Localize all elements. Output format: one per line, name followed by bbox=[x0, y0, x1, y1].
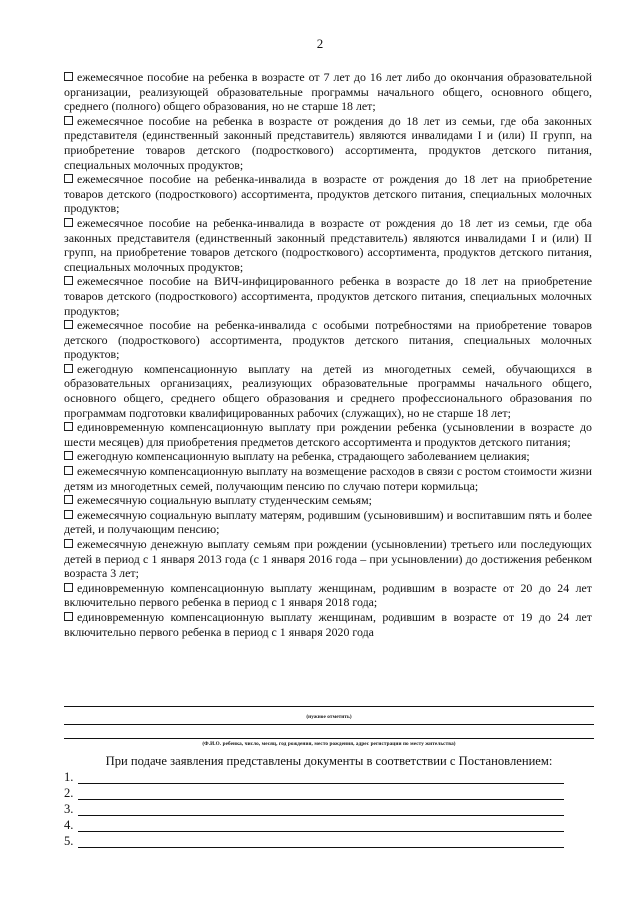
benefit-option-text: ежемесячное пособие на ребенка-инвалида с особыми потребностями на приобретение товаров детского (подросткового) ассортимента, продуктов детского питания, специальных молочных продуктов; bbox=[64, 318, 592, 362]
benefit-option bbox=[64, 610, 592, 639]
document-line-number: 2. bbox=[64, 786, 74, 800]
document-line-number: 3. bbox=[64, 802, 74, 816]
benefit-checkbox-list bbox=[64, 70, 592, 639]
document-line-5[interactable] bbox=[64, 834, 594, 849]
document-line-number: 5. bbox=[64, 834, 74, 848]
benefit-option-text: ежегодную компенсационную выплату на ребенка, страдающего заболеванием целиакия; bbox=[77, 449, 530, 464]
benefit-option bbox=[64, 464, 592, 493]
checkbox[interactable] bbox=[64, 116, 73, 125]
caption-needed: (нужное отметить) bbox=[306, 714, 352, 720]
checkbox[interactable] bbox=[64, 276, 73, 285]
benefit-option-text: ежемесячное пособие на ребенка-инвалида в возрасте от рождения до 18 лет на приобретение товаров детского (подросткового) ассортимента, продуктов детского питания, специальных молочных продуктов; bbox=[64, 172, 592, 216]
benefit-option-text: ежемесячное пособие на ребенка в возрасте от 7 лет до 16 лет либо до окончания образовательной организации, реализующей образовательные программы начального общего, основного общего, среднего (полного) общего образования, но не старше 18 лет; bbox=[64, 70, 592, 114]
benefit-option bbox=[64, 508, 592, 537]
child-info-line[interactable] bbox=[64, 738, 594, 739]
checkbox[interactable] bbox=[64, 422, 73, 431]
benefit-option bbox=[64, 172, 592, 216]
checkbox[interactable] bbox=[64, 539, 73, 548]
benefit-option-text: ежемесячное пособие на ребенка в возрасте от рождения до 18 лет из семьи, где оба законных представителя (единственный законный представитель) являются инвалидами I и (или) II групп, на приобретение товаров детского (подросткового) ассортимента, продуктов детского питания, специальных молочных продуктов; bbox=[64, 113, 592, 172]
benefit-option-text: ежемесячную социальную выплату студенческим семьям; bbox=[77, 493, 372, 508]
benefit-option bbox=[64, 70, 592, 114]
benefit-option bbox=[64, 318, 592, 362]
checkbox[interactable] bbox=[64, 174, 73, 183]
benefit-option-text: ежегодную компенсационную выплату на детей из многодетных семей, обучающихся в образовательных организациях, реализующих образовательные программы начального общего, основного общего, среднего общего образования и среднего профессионального образования по программам подготовки квалифицированных рабочих (служащих), но не старше 18 лет; bbox=[64, 361, 592, 420]
document-line-4[interactable] bbox=[64, 818, 594, 833]
caption-child-info: (Ф.И.О. ребенка, число, месяц, год рождения, место рождения, адрес регистрации по месту жительства) bbox=[202, 741, 456, 747]
benefit-option-text: ежемесячное пособие на ребенка-инвалида в возрасте от рождения до 18 лет из семьи, где оба законных представителя (единственный законный представитель) являются инвалидами I и (или) II групп, на приобретение товаров детского (подросткового) ассортимента, продуктов детского питания, специальных молочных продуктов; bbox=[64, 215, 592, 274]
benefit-option-text: единовременную компенсационную выплату женщинам, родившим в возрасте от 19 до 24 лет включительно первого ребенка в период с 1 января 2020 года bbox=[64, 609, 592, 639]
benefit-option bbox=[64, 581, 592, 610]
benefit-option bbox=[64, 449, 592, 464]
benefit-option bbox=[64, 216, 592, 274]
selection-line-2 bbox=[64, 724, 594, 725]
benefit-option-text: ежемесячную социальную выплату матерям, родившим (усыновившим) и воспитавшим пять и более детей, и получающим пенсию; bbox=[64, 507, 592, 537]
benefit-option bbox=[64, 362, 592, 420]
benefit-option bbox=[64, 274, 592, 318]
benefit-option bbox=[64, 537, 592, 581]
document-line-2[interactable] bbox=[64, 786, 594, 801]
checkbox[interactable] bbox=[64, 466, 73, 475]
benefit-option bbox=[64, 420, 592, 449]
document-line-1[interactable] bbox=[64, 770, 594, 785]
selection-line-1 bbox=[64, 706, 594, 707]
checkbox[interactable] bbox=[64, 364, 73, 373]
document-line-number: 4. bbox=[64, 818, 74, 832]
checkbox[interactable] bbox=[64, 583, 73, 592]
benefit-option bbox=[64, 114, 592, 172]
checkbox[interactable] bbox=[64, 451, 73, 460]
checkbox[interactable] bbox=[64, 320, 73, 329]
benefit-option-text: ежемесячное пособие на ВИЧ-инфицированного ребенка в возрасте до 18 лет на приобретение товаров детского (подросткового) ассортимента, продуктов детского питания, специальных молочных продуктов; bbox=[64, 274, 592, 318]
checkbox[interactable] bbox=[64, 495, 73, 504]
document-line-number: 1. bbox=[64, 770, 74, 784]
document-line-3[interactable] bbox=[64, 802, 594, 817]
benefit-option-text: единовременную компенсационную выплату женщинам, родившим в возрасте от 20 до 24 лет включительно первого ребенка в период с 1 января 2018 года; bbox=[64, 580, 592, 610]
documents-intro: При подаче заявления представлены документы в соответствии с Постановлением: bbox=[105, 754, 553, 768]
checkbox[interactable] bbox=[64, 218, 73, 227]
page-number: 2 bbox=[316, 36, 324, 51]
checkbox[interactable] bbox=[64, 612, 73, 621]
checkbox[interactable] bbox=[64, 510, 73, 519]
benefit-option-text: единовременную компенсационную выплату при рождении ребенка (усыновлении в возрасте до шести месяцев) для приобретения предметов детского ассортимента и продуктов детского питания; bbox=[64, 420, 592, 449]
checkbox[interactable] bbox=[64, 72, 73, 81]
benefit-option-text: ежемесячную денежную выплату семьям при рождении (усыновлении) третьего или последующих детей в период с 1 января 2013 года (с 1 января 2016 года – при усыновлении) до достижения ребенком возраста 3 лет; bbox=[64, 537, 592, 581]
benefit-option-text: ежемесячную компенсационную выплату на возмещение расходов в связи с ростом стоимости жизни детям из многодетных семей, получающим пенсию по случаю потери кормильца; bbox=[64, 464, 592, 493]
benefit-option bbox=[64, 493, 592, 508]
